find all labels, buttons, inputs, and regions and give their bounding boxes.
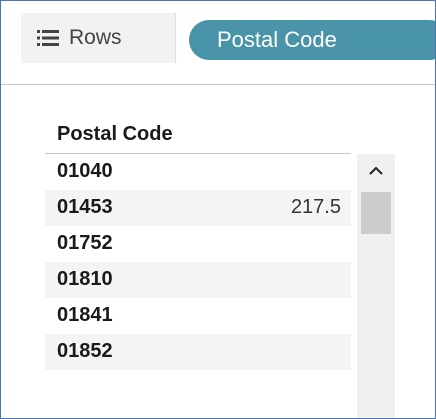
- table-row[interactable]: [45, 298, 351, 334]
- table-row[interactable]: [45, 334, 351, 370]
- postal-code-cell: 01810: [57, 268, 113, 290]
- scroll-thumb[interactable]: [361, 192, 391, 234]
- postal-code-cell: 01841: [57, 304, 113, 326]
- postal-code-pill-label: Postal Code: [217, 27, 337, 52]
- vertical-scrollbar[interactable]: [357, 154, 395, 418]
- table-row[interactable]: [45, 226, 351, 262]
- rows-list-icon: [37, 28, 59, 48]
- chevron-up-icon: [369, 163, 383, 181]
- postal-code-cell: 01752: [57, 232, 113, 254]
- rows-shelf: [1, 1, 435, 85]
- postal-code-cell: 01453: [57, 196, 113, 218]
- postal-code-cell: 01040: [57, 160, 113, 182]
- table-row[interactable]: [45, 262, 351, 298]
- scroll-up-button[interactable]: [357, 154, 395, 190]
- postal-code-pill[interactable]: [189, 20, 436, 60]
- table-row[interactable]: [45, 154, 351, 190]
- rows-shelf-label: [21, 13, 176, 63]
- rows-shelf-text: Rows: [69, 26, 122, 49]
- column-header-postal-code[interactable]: Postal Code: [57, 123, 173, 145]
- postal-code-cell: 01852: [57, 340, 113, 362]
- table-row[interactable]: [45, 190, 351, 226]
- table-rows: [45, 154, 351, 370]
- value-cell: 217.5: [290, 196, 341, 218]
